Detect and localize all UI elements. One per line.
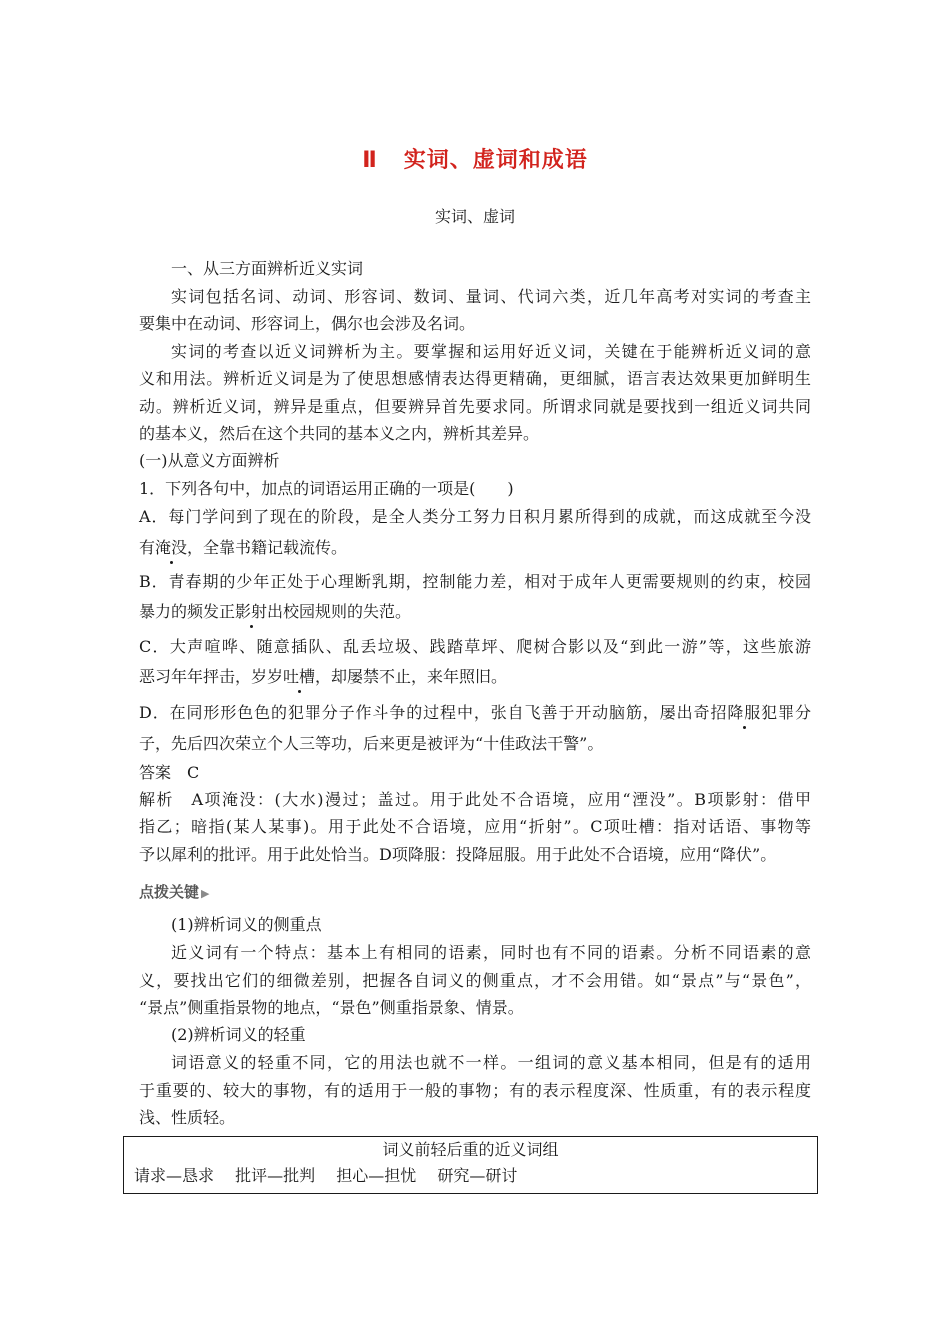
answer: 答案 C: [139, 763, 200, 782]
section-subtitle: 实词、虚词: [434, 207, 515, 226]
paragraph-line: 于重要的、较大的事物，有的适用于一般的事物；有的表示程度深、性质重，有的表示程度: [139, 1081, 811, 1100]
option-b-line2: 暴力的频发正影射出校园规则的失范。: [139, 602, 412, 621]
paragraph-line: 实词包括名词、动词、形容词、数词、量词、代词六类，近几年高考对实词的考查主: [171, 287, 811, 306]
paragraph-line: 的基本义，然后在这个共同的基本义之内，辨析其差异。: [139, 424, 540, 443]
paragraph-line: 近义词有一个特点：基本上有相同的语素，同时也有不同的语素。分析不同语素的意: [171, 943, 811, 962]
paragraph-line: 词语意义的轻重不同，它的用法也就不一样。一组词的意义基本相同，但是有的适用: [171, 1053, 811, 1072]
paragraph-line: 义和用法。辨析近义词是为了使思想感情表达得更精确，更细腻，语言表达效果更加鲜明生: [139, 369, 811, 388]
key-heading: (1)辨析词义的侧重点: [171, 915, 322, 934]
word-pair: 请求—恳求: [134, 1166, 215, 1185]
dotted-word: 吐槽: [283, 667, 316, 686]
box-title: 词义前轻后重的近义词组: [382, 1140, 559, 1159]
sub-heading: (一)从意义方面辨析: [139, 451, 280, 470]
option-c-line2: 恶习年年抨击，岁岁吐槽，却屡禁不止，来年照旧。: [139, 667, 508, 686]
word-pair: 研究—研讨: [437, 1166, 518, 1185]
chapter-numeral: Ⅱ: [362, 148, 378, 173]
play-arrow-icon: ▶: [201, 887, 210, 900]
option-d-line1: D．在同形形色色的犯罪分子作斗争的过程中，张自飞善于开动脑筋，屡出奇招降服犯罪分: [139, 703, 811, 722]
paragraph-line: 浅、性质轻。: [139, 1108, 236, 1127]
key-heading: (2)辨析词义的轻重: [171, 1025, 306, 1044]
question-stem: 1．下列各句中，加点的词语运用正确的一项是( ): [139, 479, 514, 498]
option-c-line1: C．大声喧哗、随意插队、乱丢垃圾、践踏草坪、爬树合影以及“到此一游”等，这些旅游: [139, 637, 811, 656]
analysis-line: 予以犀利的批评。用于此处恰当。D项降服：投降屈服。用于此处不合语境，应用“降伏”。: [139, 845, 777, 864]
analysis-line: 解析 A项淹没：(大水)漫过；盖过。用于此处不合语境，应用“湮没”。B项影射：借甲: [139, 790, 811, 809]
page-title: [0, 143, 950, 174]
paragraph-line: 义，要找出它们的细微差别，把握各自词义的侧重点，才不会用错。如“景点”与“景色”，: [139, 971, 811, 990]
word-group-box: [123, 1136, 818, 1194]
dotted-word: 降服: [727, 703, 762, 722]
paragraph-line: 要集中在动词、形容词上，偶尔也会涉及名词。: [139, 314, 476, 333]
chapter-title: 实词、虚词和成语: [403, 148, 588, 173]
dotted-word: 影射: [235, 602, 268, 621]
paragraph-line: 动。辨析近义词，辨异是重点，但要辨异首先要求同。所谓求同就是要找到一组近义词共同: [139, 397, 811, 416]
word-pair: 批评—批判: [235, 1166, 316, 1185]
key-points-label: 点拨关键 ▶: [139, 883, 210, 901]
option-b-line1: B．青春期的少年正处于心理断乳期，控制能力差，相对于成年人更需要规则的约束，校园: [139, 572, 811, 591]
word-pair: 担心—担忧: [336, 1166, 417, 1185]
option-d-line2: 子，先后四次荣立个人三等功，后来更是被评为“十佳政法干警”。: [139, 734, 604, 753]
analysis-line: 指乙；暗指(某人某事)。用于此处不合语境，应用“折射”。C项吐槽：指对话语、事物等: [139, 817, 811, 836]
section-heading: 一、从三方面辨析近义实词: [171, 259, 364, 278]
option-a-line2: 有淹没，全靠书籍记载流传。: [139, 538, 348, 557]
dotted-word: 淹没: [155, 538, 188, 557]
paragraph-line: 实词的考查以近义词辨析为主。要掌握和运用好近义词，关键在于能辨析近义词的意: [171, 342, 811, 361]
paragraph-line: “景点”侧重指景物的地点，“景色”侧重指景象、情景。: [139, 998, 524, 1017]
word-pair-row: [134, 1165, 533, 1187]
option-a-line1: A．每门学问到了现在的阶段，是全人类分工努力日积月累所得到的成就，而这成就至今没: [139, 507, 811, 526]
